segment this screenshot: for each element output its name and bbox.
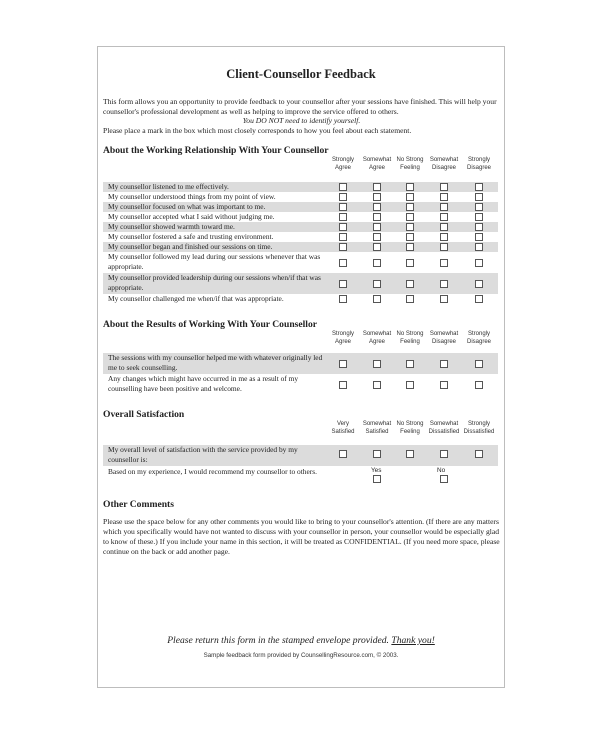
response-checkbox[interactable] [440, 381, 448, 389]
response-checkbox[interactable] [440, 233, 448, 241]
table-row [103, 374, 498, 395]
response-checkbox[interactable] [406, 259, 414, 267]
response-checkbox[interactable] [339, 223, 347, 231]
response-checkbox[interactable] [475, 381, 483, 389]
form-footer: Sample feedback form provided by CounsellingResource.com, © 2003. [203, 652, 399, 659]
response-checkbox[interactable] [373, 203, 381, 211]
section1-column-header: Strongly Disagree [466, 157, 491, 171]
intro-text: This form allows you an opportunity to provide feedback to your counsellor after your sessions have finished. This will help your counsellor's professional development as well as helping to improve the service offered to others. [103, 97, 497, 116]
form-intro [103, 97, 500, 135]
section3-heading: Overall Satisfaction [103, 409, 185, 420]
response-checkbox[interactable] [440, 295, 448, 303]
statement-text: My counsellor showed warmth toward me. [108, 222, 235, 231]
section3-column-header: No Strong Feeling [396, 421, 424, 435]
response-checkbox[interactable] [406, 223, 414, 231]
section2-column-header: Strongly Disagree [466, 331, 491, 345]
section3-column-header: Somewhat Satisfied [362, 421, 392, 435]
response-checkbox[interactable] [406, 243, 414, 251]
section2-column-header: Somewhat Disagree [429, 331, 459, 345]
statement-text: My counsellor followed my lead during our sessions whenever that was appropriate. [108, 252, 321, 271]
section1-column-header: Strongly Agree [331, 157, 354, 171]
table-row [103, 273, 498, 294]
response-checkbox[interactable] [373, 381, 381, 389]
response-checkbox[interactable] [406, 280, 414, 288]
yes-label: Yes [371, 467, 382, 474]
response-checkbox[interactable] [373, 193, 381, 201]
section2-column-header: Somewhat Agree [362, 331, 392, 345]
response-checkbox[interactable] [475, 213, 483, 221]
response-checkbox[interactable] [440, 223, 448, 231]
response-checkbox[interactable] [475, 259, 483, 267]
response-checkbox[interactable] [406, 381, 414, 389]
response-checkbox[interactable] [475, 295, 483, 303]
section2-heading: About the Results of Working With Your Counsellor [103, 319, 318, 330]
response-checkbox[interactable] [373, 223, 381, 231]
response-checkbox[interactable] [475, 360, 483, 368]
checkbox-somewhat-satisfied[interactable] [373, 450, 381, 458]
response-checkbox[interactable] [339, 295, 347, 303]
return-instruction [98, 635, 504, 646]
response-checkbox[interactable] [339, 381, 347, 389]
return-text: Please return this form in the stamped envelope provided. [167, 635, 389, 646]
response-checkbox[interactable] [373, 233, 381, 241]
satisfaction-row-text: My overall level of satisfaction with the service provided by my counsellor is: [108, 445, 298, 464]
response-checkbox[interactable] [475, 193, 483, 201]
recommend-row-text: Based on my experience, I would recommend my counsellor to others. [108, 467, 317, 476]
section3-column-header: Somewhat Dissatisfied [428, 421, 460, 435]
response-checkbox[interactable] [339, 203, 347, 211]
table-row [103, 232, 498, 242]
response-checkbox[interactable] [475, 280, 483, 288]
response-checkbox[interactable] [339, 259, 347, 267]
response-checkbox[interactable] [440, 259, 448, 267]
response-checkbox[interactable] [339, 193, 347, 201]
intro-instructions: Please place a mark in the box which most closely corresponds to how you feel about each statement. [103, 125, 412, 135]
section2-column-header: Strongly Agree [331, 331, 354, 345]
response-checkbox[interactable] [440, 280, 448, 288]
response-checkbox[interactable] [373, 360, 381, 368]
response-checkbox[interactable] [440, 243, 448, 251]
response-checkbox[interactable] [406, 193, 414, 201]
statement-text: My counsellor provided leadership during our sessions when/if that was appropriate. [108, 273, 321, 292]
statement-text: My counsellor began and finished our sessions on time. [108, 242, 273, 251]
response-checkbox[interactable] [373, 295, 381, 303]
statement-text: My counsellor accepted what I said without judging me. [108, 212, 275, 221]
statement-text: My counsellor challenged me when/if that was appropriate. [108, 294, 284, 303]
response-checkbox[interactable] [406, 183, 414, 191]
response-checkbox[interactable] [373, 243, 381, 251]
response-checkbox[interactable] [475, 183, 483, 191]
statement-text: My counsellor understood things from my point of view. [108, 192, 276, 201]
response-checkbox[interactable] [440, 360, 448, 368]
statement-text: Any changes which might have occurred in me as a result of my counselling have been positive and welcome. [108, 374, 299, 393]
response-checkbox[interactable] [475, 243, 483, 251]
comments-instructions: Please use the space below for any other comments you would like to bring to your counsellor's attention. (If there are any matters which you specifically would have not wanted to discuss with your counsellor in person, your counsellor would be especially glad to know of these.) If you include your name in this section, it will be treated as CONFIDENTIAL. (If you need more space, please continue on the back or add another page. [103, 517, 500, 556]
table-row [103, 242, 498, 252]
response-checkbox[interactable] [339, 183, 347, 191]
response-checkbox[interactable] [475, 233, 483, 241]
statement-text: The sessions with my counsellor helped me with whatever originally led me to seek counselling. [108, 353, 323, 372]
section4-heading: Other Comments [103, 499, 174, 510]
response-checkbox[interactable] [440, 213, 448, 221]
intro-anonymous-note: You DO NOT need to identify yourself. [242, 116, 361, 126]
response-checkbox[interactable] [339, 280, 347, 288]
section3-column-header: Very Satisfied [331, 421, 355, 435]
checkbox-very-satisfied[interactable] [339, 450, 347, 458]
table-row [103, 212, 498, 222]
thank-you-text: Thank you! [391, 635, 435, 646]
form-title: Client-Counsellor Feedback [226, 67, 376, 81]
response-checkbox[interactable] [373, 213, 381, 221]
table-row [103, 294, 498, 304]
checkbox-somewhat-dissatisfied[interactable] [440, 450, 448, 458]
section2-column-header: No Strong Feeling [396, 331, 424, 345]
statement-text: My counsellor focused on what was important to me. [108, 202, 266, 211]
table-row [103, 252, 498, 273]
response-checkbox[interactable] [406, 360, 414, 368]
section1-column-header: No Strong Feeling [396, 157, 424, 171]
section1-column-header: Somewhat Agree [362, 157, 392, 171]
checkbox-recommend-yes[interactable] [373, 475, 381, 483]
section3-column-header: Strongly Dissatisfied [463, 421, 495, 435]
checkbox-no-strong-feeling[interactable] [406, 450, 414, 458]
response-checkbox[interactable] [406, 233, 414, 241]
response-checkbox[interactable] [440, 203, 448, 211]
section1-heading: About the Working Relationship With Your Counsellor [103, 145, 329, 156]
no-label: No [437, 467, 446, 474]
response-checkbox[interactable] [339, 233, 347, 241]
response-checkbox[interactable] [440, 193, 448, 201]
table-row [103, 222, 498, 232]
response-checkbox[interactable] [339, 243, 347, 251]
statement-text: My counsellor listened to me effectively. [108, 182, 229, 191]
table-row [103, 353, 498, 374]
response-checkbox[interactable] [339, 360, 347, 368]
response-checkbox[interactable] [475, 223, 483, 231]
statement-text: My counsellor fostered a safe and trusting environment. [108, 232, 274, 241]
response-checkbox[interactable] [440, 183, 448, 191]
response-checkbox[interactable] [406, 213, 414, 221]
section1-column-header: Somewhat Disagree [429, 157, 459, 171]
table-row [103, 182, 498, 192]
table-row [103, 202, 498, 212]
response-checkbox[interactable] [373, 259, 381, 267]
response-checkbox[interactable] [406, 203, 414, 211]
satisfaction-row [103, 445, 498, 466]
checkbox-recommend-no[interactable] [440, 475, 448, 483]
recommend-row [103, 467, 498, 488]
response-checkbox[interactable] [373, 280, 381, 288]
response-checkbox[interactable] [475, 203, 483, 211]
checkbox-strongly-dissatisfied[interactable] [475, 450, 483, 458]
response-checkbox[interactable] [373, 183, 381, 191]
response-checkbox[interactable] [339, 213, 347, 221]
response-checkbox[interactable] [406, 295, 414, 303]
table-row [103, 192, 498, 202]
feedback-form-page [97, 46, 505, 688]
